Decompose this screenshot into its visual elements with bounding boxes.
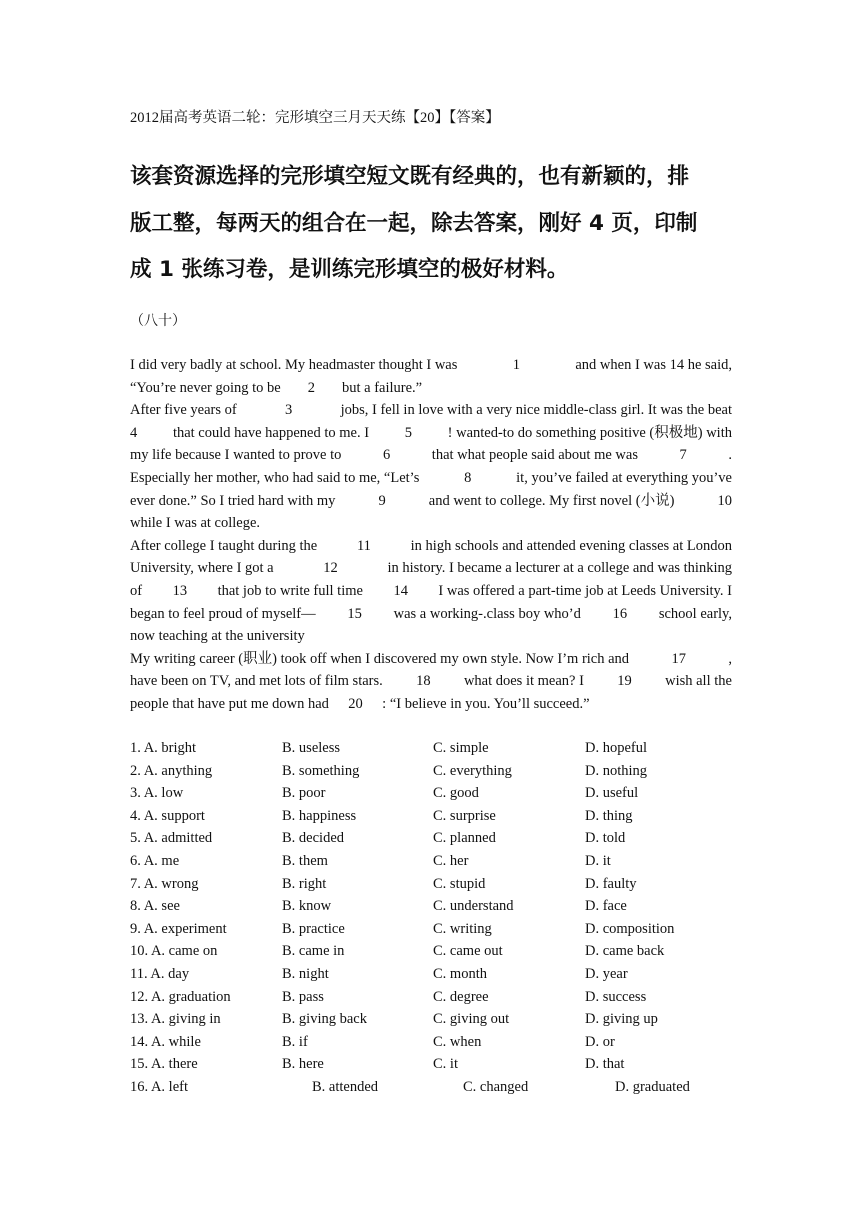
section-number: （八十）: [130, 314, 186, 329]
passage-text: was a working-.class boy who’d: [393, 605, 581, 622]
option-a: 11. A. day: [130, 965, 190, 982]
option-b: B. giving back: [282, 1011, 367, 1028]
option-b: B. happiness: [282, 807, 357, 824]
blank-number: 13: [172, 582, 188, 599]
option-d: D. or: [585, 1033, 615, 1050]
option-b: B. pass: [282, 988, 324, 1005]
option-d: D. giving up: [585, 1011, 658, 1028]
option-d: D. thing: [585, 807, 633, 824]
option-a: 4. A. support: [130, 807, 205, 824]
option-d: D. nothing: [585, 762, 648, 779]
option-d: D. that: [585, 1056, 625, 1073]
option-c: C. her: [433, 852, 469, 869]
option-c: C. simple: [433, 740, 489, 756]
cloze-passage: [130, 354, 732, 716]
blank-number: 3: [285, 402, 293, 419]
option-a: 7. A. wrong: [130, 875, 199, 892]
passage-text: : “I believe in you. You’ll succeed.”: [382, 695, 590, 712]
option-row: [130, 827, 740, 850]
option-a: 9. A. experiment: [130, 920, 227, 937]
option-d: D. composition: [585, 920, 675, 937]
option-c: C. month: [433, 965, 487, 982]
passage-text: of: [130, 582, 143, 599]
passage-text: in high schools and attended evening classes at London: [410, 537, 732, 554]
option-a: 5. A. admitted: [130, 830, 213, 847]
option-b: B. know: [282, 898, 332, 915]
passage-text: that what people said about me was: [431, 447, 638, 464]
blank-number: 16: [612, 605, 628, 622]
option-c: C. changed: [463, 1078, 529, 1095]
passage-line: [130, 512, 732, 535]
passage-text: my life because I wanted to prove to: [130, 447, 342, 464]
passage-text: jobs, I fell in love with a very nice middle-class girl. It was the beat: [340, 402, 732, 419]
passage-line: [130, 535, 732, 558]
blank-number: 14: [393, 582, 408, 599]
option-row: [130, 850, 740, 873]
option-row: [130, 760, 740, 783]
blank-number: 6: [382, 447, 391, 464]
passage-text: that job to write full time: [217, 582, 363, 599]
option-a: 6. A. me: [130, 852, 180, 869]
option-a: 15. A. there: [130, 1056, 198, 1073]
option-d: D. hopeful: [585, 740, 648, 756]
blank-number: 18: [416, 673, 431, 690]
passage-text: school early,: [658, 605, 732, 622]
option-a: 10. A. came on: [130, 943, 218, 960]
blank-number: 12: [323, 560, 338, 577]
passage-text: I was offered a part-time job at Leeds University. I: [438, 582, 732, 599]
passage-line: [130, 603, 732, 626]
option-c: C. it: [433, 1056, 458, 1073]
intro-line: 版工整，每两天的组合在一起，除去答案，刚好 4 页，印制: [130, 210, 698, 236]
option-d: D. it: [585, 852, 611, 869]
option-c: C. giving out: [433, 1011, 510, 1028]
option-d: D. year: [585, 965, 628, 982]
passage-text: and when I was 14 he said,: [575, 357, 732, 373]
option-b: B. right: [282, 875, 327, 892]
option-c: C. everything: [433, 762, 512, 779]
passage-line: [130, 557, 732, 580]
passage-line: [130, 399, 732, 422]
passage-text: ! wanted-to do something positive (积极地) with: [447, 424, 732, 441]
blank-number: 9: [378, 492, 386, 509]
option-row: [130, 918, 740, 941]
blank-number: 20: [348, 695, 363, 712]
option-row: [130, 805, 740, 828]
option-row: [130, 1008, 740, 1031]
blank-number: 15: [347, 605, 362, 622]
option-c: C. good: [433, 785, 479, 802]
option-row: [130, 895, 740, 918]
blank-number: 4: [130, 424, 138, 441]
passage-line: [130, 670, 732, 693]
blank-number: 5: [404, 424, 412, 441]
passage-text: began to feel proud of myself—: [130, 605, 316, 622]
option-d: D. came back: [585, 943, 665, 960]
passage-line: [130, 377, 732, 400]
option-b: B. came in: [282, 943, 345, 960]
option-b: B. attended: [312, 1078, 379, 1095]
blank-number: 10: [717, 492, 732, 509]
option-c: C. degree: [433, 988, 489, 1005]
document-title: 2012届高考英语二轮：完形填空三月天天练【20】【答案】: [130, 110, 500, 126]
option-a: 12. A. graduation: [130, 988, 231, 1005]
passage-text: .: [728, 447, 732, 464]
option-row: [130, 986, 740, 1009]
option-c: C. writing: [433, 920, 492, 937]
option-a: 2. A. anything: [130, 762, 213, 779]
option-b: B. something: [282, 762, 360, 779]
passage-line: [130, 354, 732, 377]
option-c: C. when: [433, 1033, 482, 1050]
passage-text: and went to college. My first novel (小说): [428, 492, 675, 509]
intro-line: 该套资源选择的完形填空短文既有经典的，也有新颖的，排: [130, 164, 690, 189]
option-b: B. useless: [282, 740, 340, 756]
option-row: [130, 873, 740, 896]
option-b: B. practice: [282, 920, 345, 937]
passage-text: I did very badly at school. My headmaster thought I was: [130, 357, 458, 373]
passage-text: After five years of: [130, 402, 237, 419]
passage-text: people that have put me down had: [130, 695, 329, 712]
passage-text: it, you’ve failed at everything you’ve: [516, 469, 732, 486]
option-b: B. here: [282, 1056, 324, 1073]
option-d: D. faulty: [585, 875, 637, 892]
passage-text: My writing career (职业) took off when I discovered my own style. Now I’m rich and: [130, 650, 630, 667]
option-a: 1. A. bright: [130, 740, 197, 756]
option-d: D. useful: [585, 785, 639, 802]
passage-text: in history. I became a lecturer at a college and was thinking: [387, 560, 732, 577]
blank-number: 1: [512, 357, 520, 373]
option-row: [130, 963, 740, 986]
passage-text: “You’re never going to be: [130, 379, 281, 396]
blank-number: 17: [671, 650, 686, 667]
option-row: [130, 782, 740, 805]
option-b: B. if: [282, 1033, 308, 1050]
passage-text: that could have happened to me. I: [172, 424, 370, 441]
blank-number: 7: [679, 447, 687, 464]
passage-line: [130, 625, 732, 648]
option-a: 3. A. low: [130, 785, 184, 802]
passage-line: [130, 580, 732, 603]
option-row: [130, 1031, 740, 1054]
option-row: [130, 1053, 740, 1076]
option-a: 8. A. see: [130, 898, 180, 915]
option-d: D. graduated: [615, 1078, 690, 1095]
option-c: C. stupid: [433, 875, 486, 892]
passage-text: have been on TV, and met lots of film stars.: [130, 673, 383, 690]
passage-line: [130, 444, 732, 467]
blank-number: 19: [617, 673, 632, 690]
option-c: C. came out: [433, 943, 503, 960]
passage-text: ever done.” So I tried hard with my: [130, 492, 336, 509]
option-c: C. planned: [433, 830, 496, 847]
option-b: B. night: [282, 965, 329, 982]
option-a: 16. A. left: [130, 1078, 188, 1095]
option-a: 13. A. giving in: [130, 1011, 221, 1028]
passage-text: wish all the: [665, 673, 732, 690]
option-b: B. poor: [282, 785, 326, 802]
passage-text: what does it mean? I: [463, 673, 584, 690]
option-a: 14. A. while: [130, 1033, 201, 1050]
blank-number: 11: [356, 537, 371, 554]
passage-line: [130, 467, 732, 490]
passage-text: while I was at college.: [130, 515, 261, 532]
option-d: D. told: [585, 830, 626, 847]
passage-text: University, where I got a: [130, 560, 274, 577]
option-row: [130, 737, 740, 760]
passage-text: ,: [728, 650, 732, 667]
option-b: B. decided: [282, 830, 345, 847]
answer-options: [130, 737, 740, 1099]
option-c: C. understand: [433, 898, 514, 915]
passage-line: [130, 648, 732, 671]
option-row: [130, 940, 740, 963]
passage-text: but a failure.”: [342, 379, 423, 396]
option-c: C. surprise: [433, 807, 496, 824]
intro-line: 成 1 张练习卷，是训练完形填空的极好材料。: [130, 257, 569, 282]
blank-number: 8: [464, 469, 472, 486]
option-row: [130, 1076, 740, 1099]
passage-text: After college I taught during the: [130, 537, 318, 554]
option-d: D. success: [585, 988, 647, 1005]
option-b: B. them: [282, 852, 328, 869]
blank-number: 2: [307, 379, 315, 396]
passage-line: [130, 422, 732, 445]
passage-line: [130, 490, 732, 513]
option-d: D. face: [585, 898, 627, 915]
passage-text: Especially her mother, who had said to me, “Let’s: [130, 469, 420, 486]
passage-text: now teaching at the university: [130, 628, 305, 645]
passage-line: [130, 693, 732, 716]
intro-paragraph: [130, 154, 734, 294]
